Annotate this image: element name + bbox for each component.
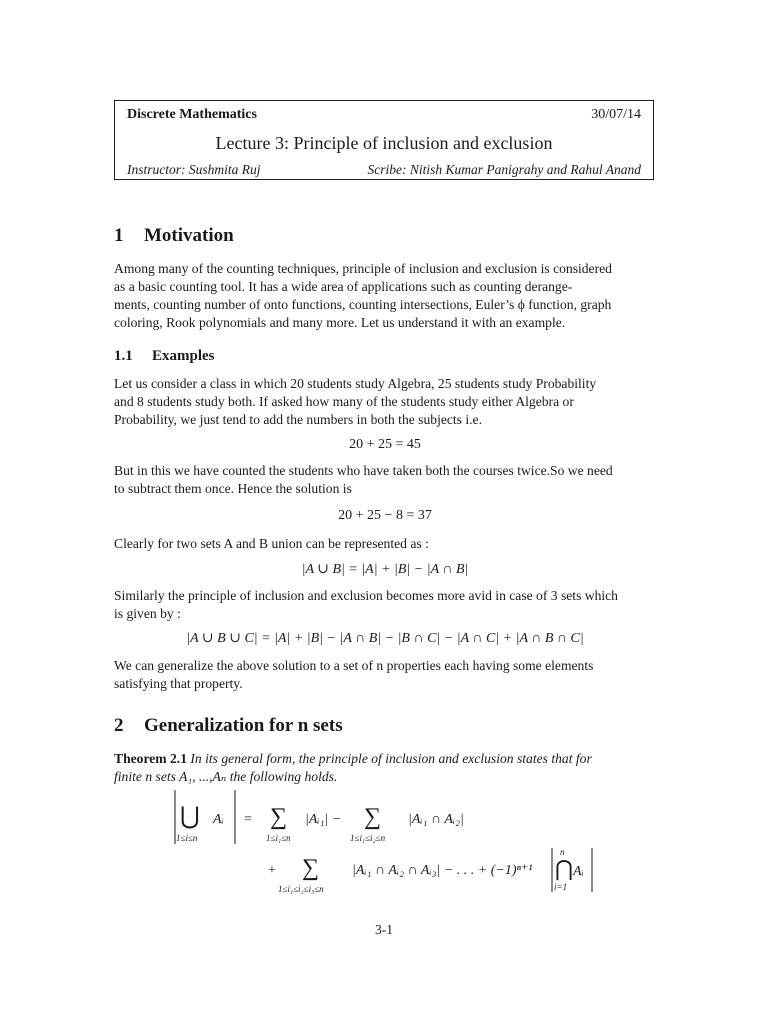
term-2: |Aᵢ₁ ∩ Aᵢ₂| — [408, 812, 464, 827]
equation-20-plus-25: 20 + 25 = 45 — [349, 437, 421, 452]
term-1: |Aᵢ₁| − — [305, 812, 342, 827]
examples-paragraph-2 — [114, 462, 656, 498]
text-line: finite n sets A₁, ...,Aₙ the following holds. — [114, 769, 338, 784]
plus-sign: + — [268, 863, 276, 878]
page-number: 3-1 — [375, 922, 393, 937]
motivation-paragraph — [114, 260, 656, 332]
cap-upper: n — [560, 847, 565, 857]
equation-two-sets: |A ∪ B| = |A| + |B| − |A ∩ B| — [301, 562, 469, 577]
equation-three-sets: |A ∪ B ∪ C| = |A| + |B| − |A ∩ B| − |B ∩ C| − |A ∩ C| + |A ∩ B ∩ C| — [186, 631, 584, 646]
text-line: Among many of the counting techniques, principle of inclusion and exclusion is considered — [114, 261, 612, 276]
section-number: 1 — [114, 225, 124, 246]
set-a-i-2: Aᵢ — [573, 864, 584, 879]
examples-paragraph-1 — [114, 375, 656, 429]
big-union-symbol: ⋃ — [180, 804, 200, 830]
text-line: We can generalize the above solution to a set of n properties each having some elements — [114, 658, 594, 673]
text-line: as a basic counting tool. It has a wide area of applications such as counting derange- — [114, 279, 573, 294]
examples-paragraph-4 — [114, 587, 656, 623]
examples-paragraph-5 — [114, 657, 656, 693]
sum2-index: 1≤i₁≤i₂≤n — [350, 833, 386, 843]
theorem-label: Theorem 2.1 — [114, 751, 187, 766]
theorem-text: In its general form, the principle of inclusion and exclusion states that for — [190, 751, 592, 766]
sum-symbol-1: ∑ — [270, 804, 288, 830]
equation-minus-8: 20 + 25 − 8 = 37 — [338, 508, 432, 523]
lecture-title: Lecture 3: Principle of inclusion and exclusion — [215, 133, 553, 153]
instructor-line: Instructor: Sushmita Ruj — [127, 162, 261, 177]
text-line: Probability, we just tend to add the numbers in both the subjects i.e. — [114, 412, 482, 427]
text-line: to subtract them once. Hence the solution is — [114, 481, 352, 496]
examples-paragraph-3 — [114, 535, 656, 553]
term-3: |Aᵢ₁ ∩ Aᵢ₂ ∩ Aᵢ₃| − . . . + (−1)ⁿ⁺¹ — [352, 863, 533, 878]
text-line: Clearly for two sets A and B union can be represented as : — [114, 536, 429, 551]
subsection-heading-examples — [114, 348, 215, 365]
text-line — [114, 750, 656, 768]
sum-symbol-2: ∑ — [364, 804, 382, 830]
section-heading-generalization — [114, 715, 343, 737]
lecture-header-box — [114, 100, 654, 180]
text-line: and 8 students study both. If asked how many of the students study either Algebra or — [114, 394, 574, 409]
text-line: is given by : — [114, 606, 181, 621]
inclusion-exclusion-formula — [160, 788, 620, 898]
subsection-number: 1.1 — [114, 348, 133, 364]
sum-symbol-3: ∑ — [302, 855, 320, 881]
section-number: 2 — [114, 715, 124, 736]
sum1-index: 1≤i₁≤n — [266, 833, 291, 843]
subsection-title: Examples — [152, 348, 215, 364]
section-title: Generalization for n sets — [144, 715, 343, 736]
text-line: Let us consider a class in which 20 students study Algebra, 25 students study Probability — [114, 376, 597, 391]
lecture-date: 30/07/14 — [591, 107, 641, 122]
equals-sign: = — [244, 812, 252, 827]
text-line: ments, counting number of onto functions, counting intersections, Euler’s ϕ function, graph — [114, 297, 612, 312]
cap-lower: i=1 — [554, 882, 568, 892]
set-a-i: Aᵢ — [213, 812, 224, 827]
union-index: 1≤i≤n — [176, 833, 198, 843]
theorem-2-1 — [114, 750, 656, 786]
text-line: satisfying that property. — [114, 676, 243, 691]
sum3-index: 1≤i₁≤i₂≤i₃≤n — [278, 884, 324, 894]
section-heading-motivation — [114, 225, 234, 247]
course-name: Discrete Mathematics — [127, 107, 257, 122]
text-line: coloring, Rook polynomials and many more. Let us understand it with an example. — [114, 315, 566, 330]
big-intersection-symbol: ⋂ — [555, 856, 574, 881]
section-title: Motivation — [144, 225, 234, 246]
text-line: Similarly the principle of inclusion and exclusion becomes more avid in case of 3 sets which — [114, 588, 618, 603]
scribe-line: Scribe: Nitish Kumar Panigrahy and Rahul Anand — [367, 162, 641, 177]
text-line: But in this we have counted the students who have taken both the courses twice.So we need — [114, 463, 613, 478]
